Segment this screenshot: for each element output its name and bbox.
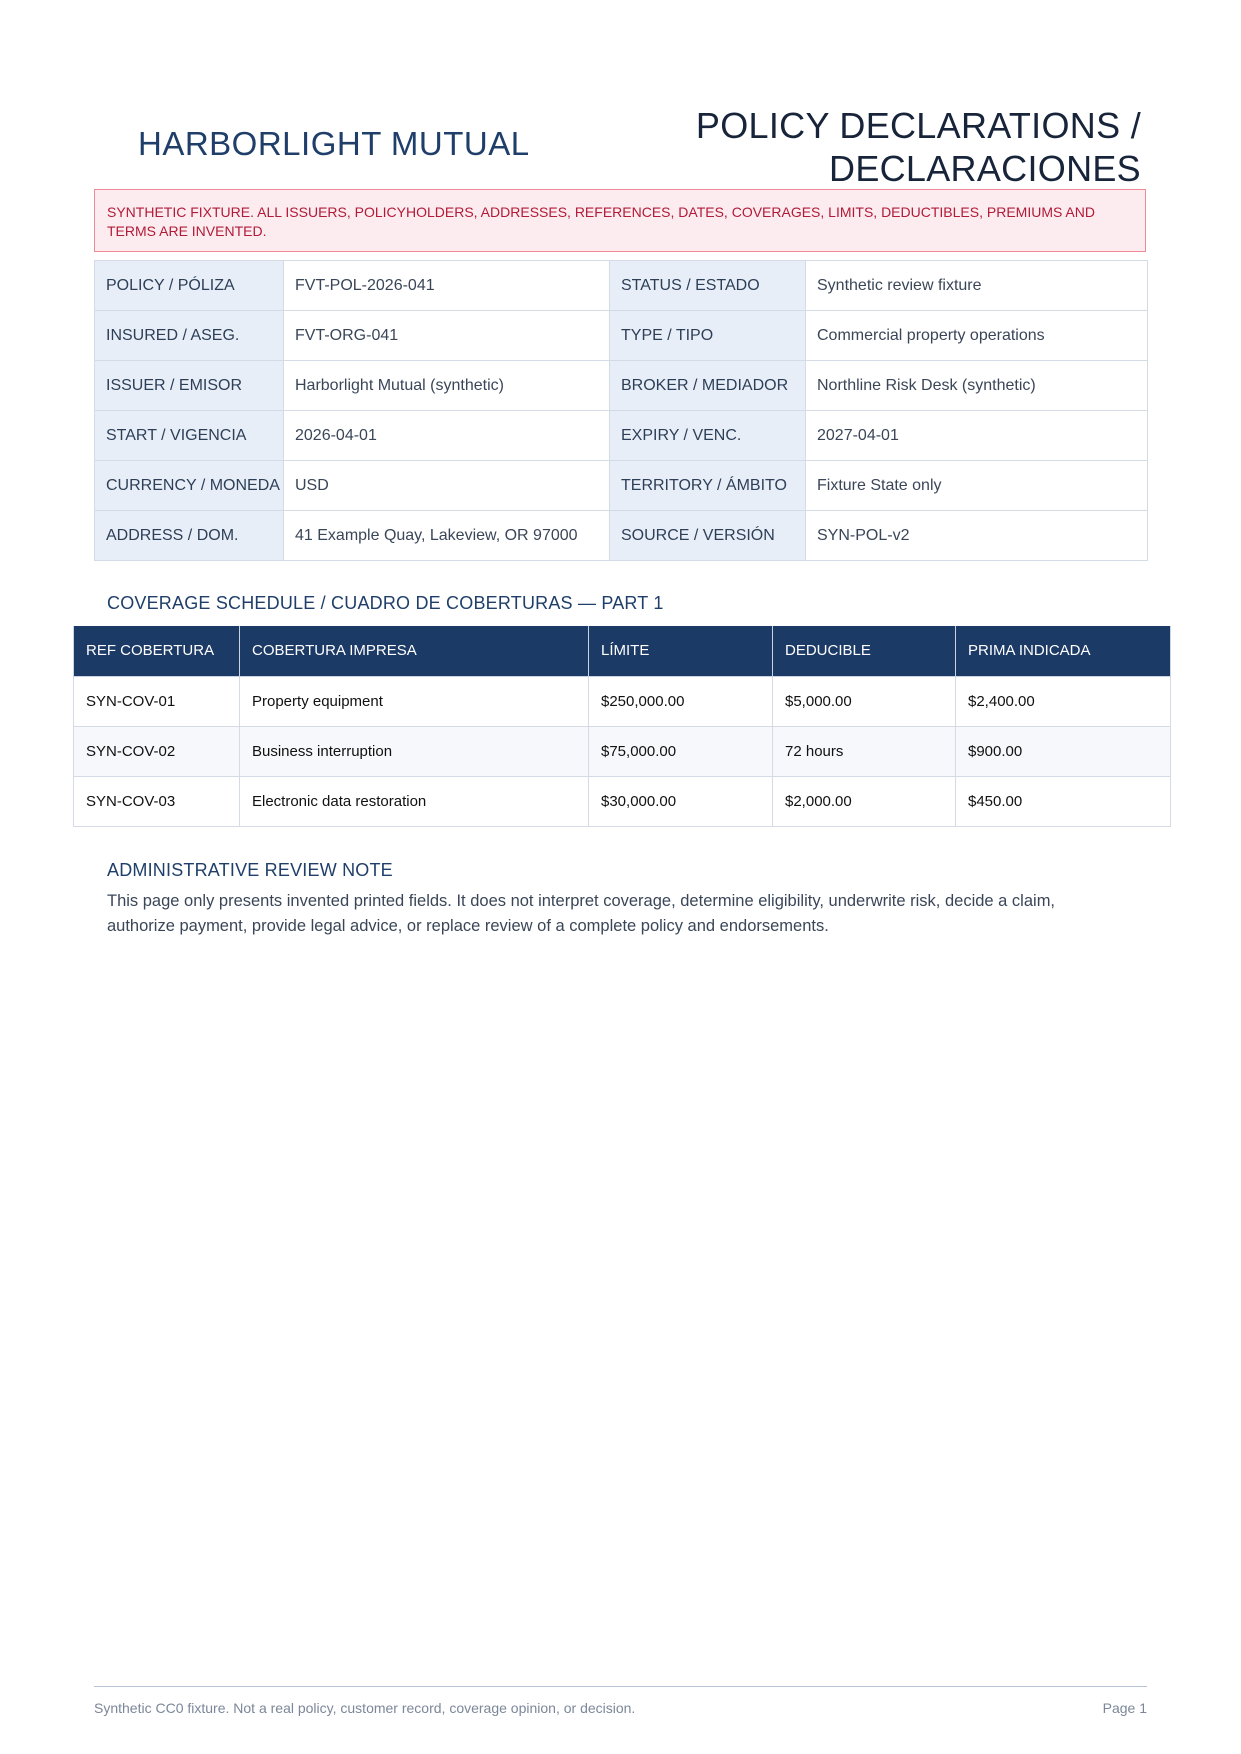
table-cell: 72 hours [773, 726, 956, 776]
coverage-row [74, 726, 1171, 776]
footer-divider [94, 1686, 1147, 1687]
table-cell: Electronic data restoration [240, 776, 589, 826]
field-value: USD [284, 461, 610, 511]
table-cell: SYN-COV-01 [74, 676, 240, 726]
policy-info-row [95, 261, 1148, 311]
coverage-table [73, 626, 1171, 827]
field-label: POLICY / PÓLIZA [95, 261, 284, 311]
field-value: Harborlight Mutual (synthetic) [284, 361, 610, 411]
column-header: REF COBERTURA [74, 626, 240, 676]
table-cell: $250,000.00 [589, 676, 773, 726]
document-title-line-1: POLICY DECLARATIONS / [695, 105, 1141, 146]
field-label: SOURCE / VERSIÓN [610, 511, 806, 561]
field-label: TYPE / TIPO [610, 311, 806, 361]
coverage-header-row [74, 626, 1171, 676]
table-cell: $2,400.00 [956, 676, 1171, 726]
field-label: STATUS / ESTADO [610, 261, 806, 311]
coverage-section-title: COVERAGE SCHEDULE / CUADRO DE COBERTURAS — PART 1 [107, 593, 664, 613]
review-note-text: This page only presents invented printed fields. It does not interpret coverage, determine eligibility, underwrite risk, decide a claim, authorize payment, provide legal advice, or replace review of a complete policy and endorsements. [107, 892, 1056, 935]
field-value: Synthetic review fixture [806, 261, 1148, 311]
column-header: LÍMITE [589, 626, 773, 676]
field-label: START / VIGENCIA [95, 411, 284, 461]
field-label: TERRITORY / ÁMBITO [610, 461, 806, 511]
field-value: Northline Risk Desk (synthetic) [806, 361, 1148, 411]
table-cell: $900.00 [956, 726, 1171, 776]
review-note-title: ADMINISTRATIVE REVIEW NOTE [107, 860, 393, 880]
field-value: 2027-04-01 [806, 411, 1148, 461]
field-label: ISSUER / EMISOR [95, 361, 284, 411]
table-cell: $75,000.00 [589, 726, 773, 776]
table-cell: SYN-COV-02 [74, 726, 240, 776]
policy-info-row [95, 411, 1148, 461]
footer-disclaimer: Synthetic CC0 fixture. Not a real policy, customer record, coverage opinion, or decision. [94, 1700, 636, 1716]
policy-info-row [95, 461, 1148, 511]
policy-info-table [94, 260, 1148, 561]
coverage-row [74, 676, 1171, 726]
field-label: CURRENCY / MONEDA [95, 461, 284, 511]
field-value: Fixture State only [806, 461, 1148, 511]
synthetic-notice-banner: SYNTHETIC FIXTURE. ALL ISSUERS, POLICYHOLDERS, ADDRESSES, REFERENCES, DATES, COVERAGES, LIMITS, DEDUCTIBLES, PREMIUMS AND TERMS ARE INVENTED. [94, 189, 1146, 252]
field-value: 2026-04-01 [284, 411, 610, 461]
document-title-line-2: DECLARACIONES [829, 148, 1141, 189]
table-cell: SYN-COV-03 [74, 776, 240, 826]
policy-info-row [95, 361, 1148, 411]
table-cell: $2,000.00 [773, 776, 956, 826]
field-label: EXPIRY / VENC. [610, 411, 806, 461]
field-label: INSURED / ASEG. [95, 311, 284, 361]
policy-info-row [95, 511, 1148, 561]
column-header: COBERTURA IMPRESA [240, 626, 589, 676]
table-cell: $450.00 [956, 776, 1171, 826]
table-cell: $5,000.00 [773, 676, 956, 726]
table-cell: Business interruption [240, 726, 589, 776]
field-label: ADDRESS / DOM. [95, 511, 284, 561]
field-value: SYN-POL-v2 [806, 511, 1148, 561]
document-title [581, 104, 1141, 190]
column-header: PRIMA INDICADA [956, 626, 1171, 676]
table-cell: Property equipment [240, 676, 589, 726]
field-value: Commercial property operations [806, 311, 1148, 361]
policy-info-row [95, 311, 1148, 361]
coverage-row [74, 776, 1171, 826]
field-value: FVT-ORG-041 [284, 311, 610, 361]
page-number: Page 1 [1102, 1700, 1147, 1716]
field-value: 41 Example Quay, Lakeview, OR 97000 [284, 511, 610, 561]
field-value: FVT-POL-2026-041 [284, 261, 610, 311]
table-cell: $30,000.00 [589, 776, 773, 826]
field-label: BROKER / MEDIADOR [610, 361, 806, 411]
brand-name: HARBORLIGHT MUTUAL [138, 125, 530, 162]
column-header: DEDUCIBLE [773, 626, 956, 676]
